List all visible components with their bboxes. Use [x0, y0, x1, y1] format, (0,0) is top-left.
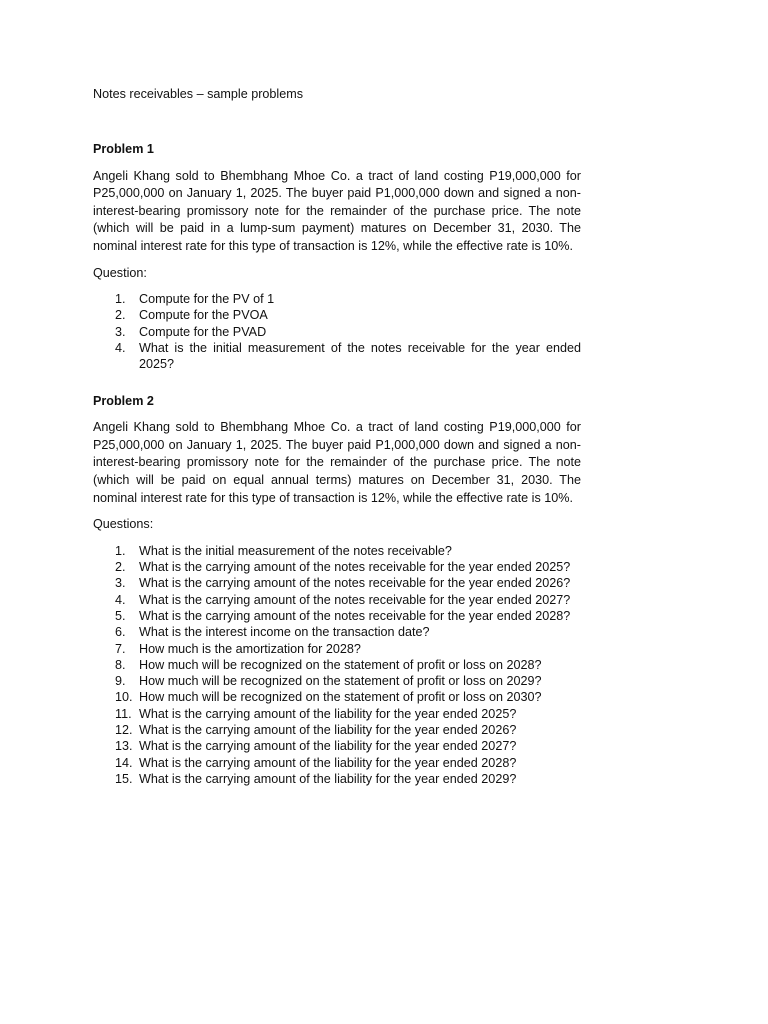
list-item-number: 7.: [115, 641, 126, 656]
list-item-number: 3.: [115, 576, 126, 591]
problem-2-section: [93, 393, 581, 788]
list-item-text: Compute for the PVOA: [139, 308, 268, 323]
list-item-text: Compute for the PVAD: [139, 324, 267, 339]
list-item-number: 5.: [115, 608, 126, 623]
list-item-number: 8.: [115, 657, 126, 672]
list-item-number: 14.: [115, 755, 133, 770]
problem-2-question-label: Questions:: [93, 517, 154, 532]
list-item: [93, 340, 581, 373]
list-item: [93, 307, 581, 323]
list-item-text: What is the carrying amount of the liability for the year ended 2025?: [139, 706, 517, 721]
list-item-text: How much will be recognized on the statement of profit or loss on 2029?: [139, 674, 542, 689]
list-item: [93, 706, 581, 722]
problem-2-heading: Problem 2: [93, 393, 154, 408]
list-item: [93, 608, 581, 624]
list-item-number: 1.: [115, 292, 126, 307]
list-item-text: How much will be recognized on the statement of profit or loss on 2030?: [139, 690, 542, 705]
list-item: [93, 673, 581, 689]
list-item-number: 10.: [115, 690, 133, 705]
list-item: [93, 738, 581, 754]
list-item: [93, 641, 581, 657]
list-item-text: What is the carrying amount of the liability for the year ended 2028?: [139, 755, 517, 770]
list-item-text: How much is the amortization for 2028?: [139, 641, 361, 656]
list-item-text: What is the initial measurement of the notes receivable for the year ended 2025?: [139, 341, 581, 372]
list-item: [93, 624, 581, 640]
list-item-number: 2.: [115, 308, 126, 323]
list-item: [93, 575, 581, 591]
list-item-number: 11.: [115, 706, 132, 721]
list-item-number: 13.: [115, 739, 133, 754]
list-item-text: What is the carrying amount of the notes receivable for the year ended 2028?: [139, 608, 571, 623]
problem-1-heading: Problem 1: [93, 142, 154, 156]
problem-2-question-list: [93, 543, 581, 787]
list-item-text: What is the interest income on the transaction date?: [139, 625, 430, 640]
list-item: [93, 592, 581, 608]
list-item-number: 2.: [115, 560, 126, 575]
list-item: [93, 755, 581, 771]
list-item-text: What is the carrying amount of the notes receivable for the year ended 2026?: [139, 576, 571, 591]
list-item-number: 4.: [115, 341, 126, 356]
list-item-number: 1.: [115, 543, 126, 558]
list-item: [93, 689, 581, 705]
list-item: [93, 291, 581, 307]
list-item: [93, 543, 581, 559]
list-item-text: What is the carrying amount of the liability for the year ended 2027?: [139, 739, 517, 754]
list-item-text: What is the initial measurement of the notes receivable?: [139, 543, 452, 558]
list-item-number: 15.: [115, 771, 133, 786]
list-item-text: Compute for the PV of 1: [139, 292, 275, 307]
list-item: [93, 559, 581, 575]
document-page: [93, 86, 581, 787]
list-item: [93, 722, 581, 738]
problem-1-section: [93, 141, 581, 373]
list-item-number: 4.: [115, 592, 126, 607]
list-item: [93, 771, 581, 787]
problem-2-paragraph: Angeli Khang sold to Bhembhang Mhoe Co. a tract of land costing P19,000,000 for P25,000,000 on January 1, 2025. The buyer paid P1,000,000 down and signed a non-interest-bearing promissory note for the remainder of the purchase price. The note (which will be paid on equal annual terms) matures on December 31, 2030. The nominal interest rate for this type of transaction is 12%, while the effective rate is 10%.: [93, 420, 581, 505]
list-item-number: 3.: [115, 324, 126, 339]
list-item: [93, 657, 581, 673]
list-item: [93, 324, 581, 340]
problem-1-paragraph: Angeli Khang sold to Bhembhang Mhoe Co. a tract of land costing P19,000,000 for P25,000,000 on January 1, 2025. The buyer paid P1,000,000 down and signed a non-interest-bearing promissory note for the remainder of the purchase price. The note (which will be paid in a lump-sum payment) matures on December 31, 2030. The nominal interest rate for this type of transaction is 12%, while the effective rate is 10%.: [93, 168, 581, 253]
list-item-text: What is the carrying amount of the notes receivable for the year ended 2027?: [139, 592, 571, 607]
problem-1-question-label: Question:: [93, 265, 147, 280]
list-item-text: How much will be recognized on the statement of profit or loss on 2028?: [139, 657, 542, 672]
list-item-text: What is the carrying amount of the notes receivable for the year ended 2025?: [139, 560, 571, 575]
problem-1-question-list: [93, 291, 581, 372]
list-item-number: 9.: [115, 674, 126, 689]
list-item-number: 12.: [115, 723, 133, 738]
document-title: Notes receivables – sample problems: [93, 87, 303, 101]
list-item-text: What is the carrying amount of the liability for the year ended 2029?: [139, 771, 517, 786]
list-item-text: What is the carrying amount of the liability for the year ended 2026?: [139, 723, 517, 738]
list-item-number: 6.: [115, 625, 126, 640]
